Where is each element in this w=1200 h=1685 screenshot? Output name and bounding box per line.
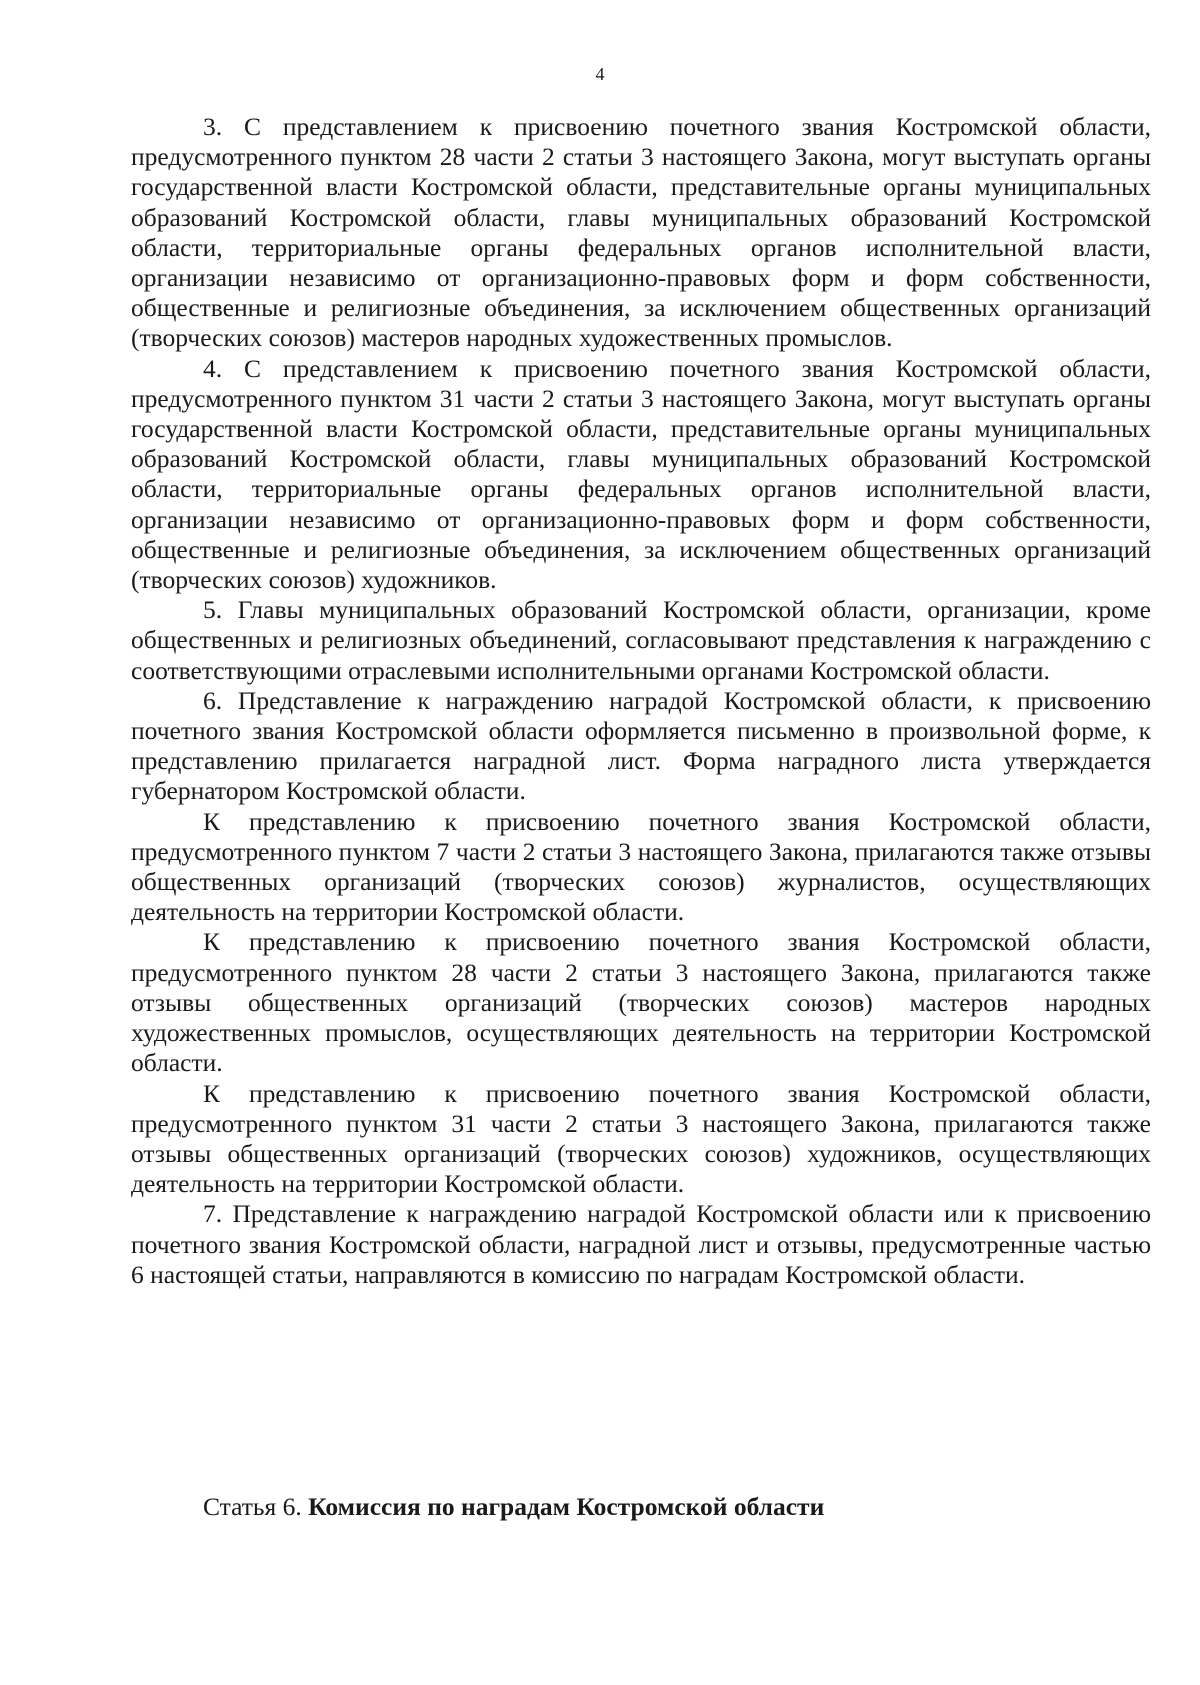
paragraph-6-journalists: К представлению к присвоению почетного звания Костромской области, предусмотренного пунктом 7 части 2 статьи 3 настоящего Закона, прилагаются также отзывы общественных организаций (творческих союзов) журналистов, осуществляющих деятельность на территории Костромской области.	[131, 806, 1151, 927]
article-number: Статья 6.	[203, 1492, 302, 1521]
paragraph-3: 3. С представлением к присвоению почетного звания Костромской области, предусмотренного пунктом 28 части 2 статьи 3 настоящего Закона, могут выступать органы государственной власти Костромской области, представительные органы муниципальных образований Костромской области, главы муниципальных образований Костромской области, территориальные органы федеральных органов исполнительной власти, организации независимо от организационно-правовых форм и форм собственности, общественные и религиозные объединения, за исключением общественных организаций (творческих союзов) мастеров народных художественных промыслов.	[131, 112, 1151, 353]
paragraph-7: 7. Представление к награждению наградой Костромской области или к присвоению почетного звания Костромской области, наградной лист и отзывы, предусмотренные частью 6 настоящей статьи, направляются в комиссию по наградам Костромской области.	[131, 1199, 1151, 1289]
document-body	[131, 112, 1151, 1290]
paragraph-6-artists: К представлению к присвоению почетного звания Костромской области, предусмотренного пунктом 31 части 2 статьи 3 настоящего Закона, прилагаются также отзывы общественных организаций (творческих союзов) художников, осуществляющих деятельность на территории Костромской области.	[131, 1078, 1151, 1199]
article-heading	[203, 1492, 1143, 1522]
paragraph-4: 4. С представлением к присвоению почетного звания Костромской области, предусмотренного пунктом 31 части 2 статьи 3 настоящего Закона, могут выступать органы государственной власти Костромской области, представительные органы муниципальных образований Костромской области, главы муниципальных образований Костромской области, территориальные органы федеральных органов исполнительной власти, организации независимо от организационно-правовых форм и форм собственности, общественные и религиозные объединения, за исключением общественных организаций (творческих союзов) художников.	[131, 353, 1151, 595]
paragraph-6: 6. Представление к награждению наградой Костромской области, к присвоению почетного звания Костромской области оформляется письменно в произвольной форме, к представлению прилагается наградной лист. Форма наградного листа утверждается губернатором Костромской области.	[131, 685, 1151, 806]
article-title: Комиссия по наградам Костромской области	[308, 1492, 825, 1521]
page-number: 4	[595, 64, 605, 84]
paragraph-5: 5. Главы муниципальных образований Костромской области, организации, кроме общественных и религиозных объединений, согласовывают представления к награждению с соответствующими отраслевыми исполнительными органами Костромской области.	[131, 595, 1151, 685]
paragraph-6-crafts: К представлению к присвоению почетного звания Костромской области, предусмотренного пунктом 28 части 2 статьи 3 настоящего Закона, прилагаются также отзывы общественных организаций (творческих союзов) мастеров народных художественных промыслов, осуществляющих деятельность на территории Костромской области.	[131, 927, 1151, 1078]
